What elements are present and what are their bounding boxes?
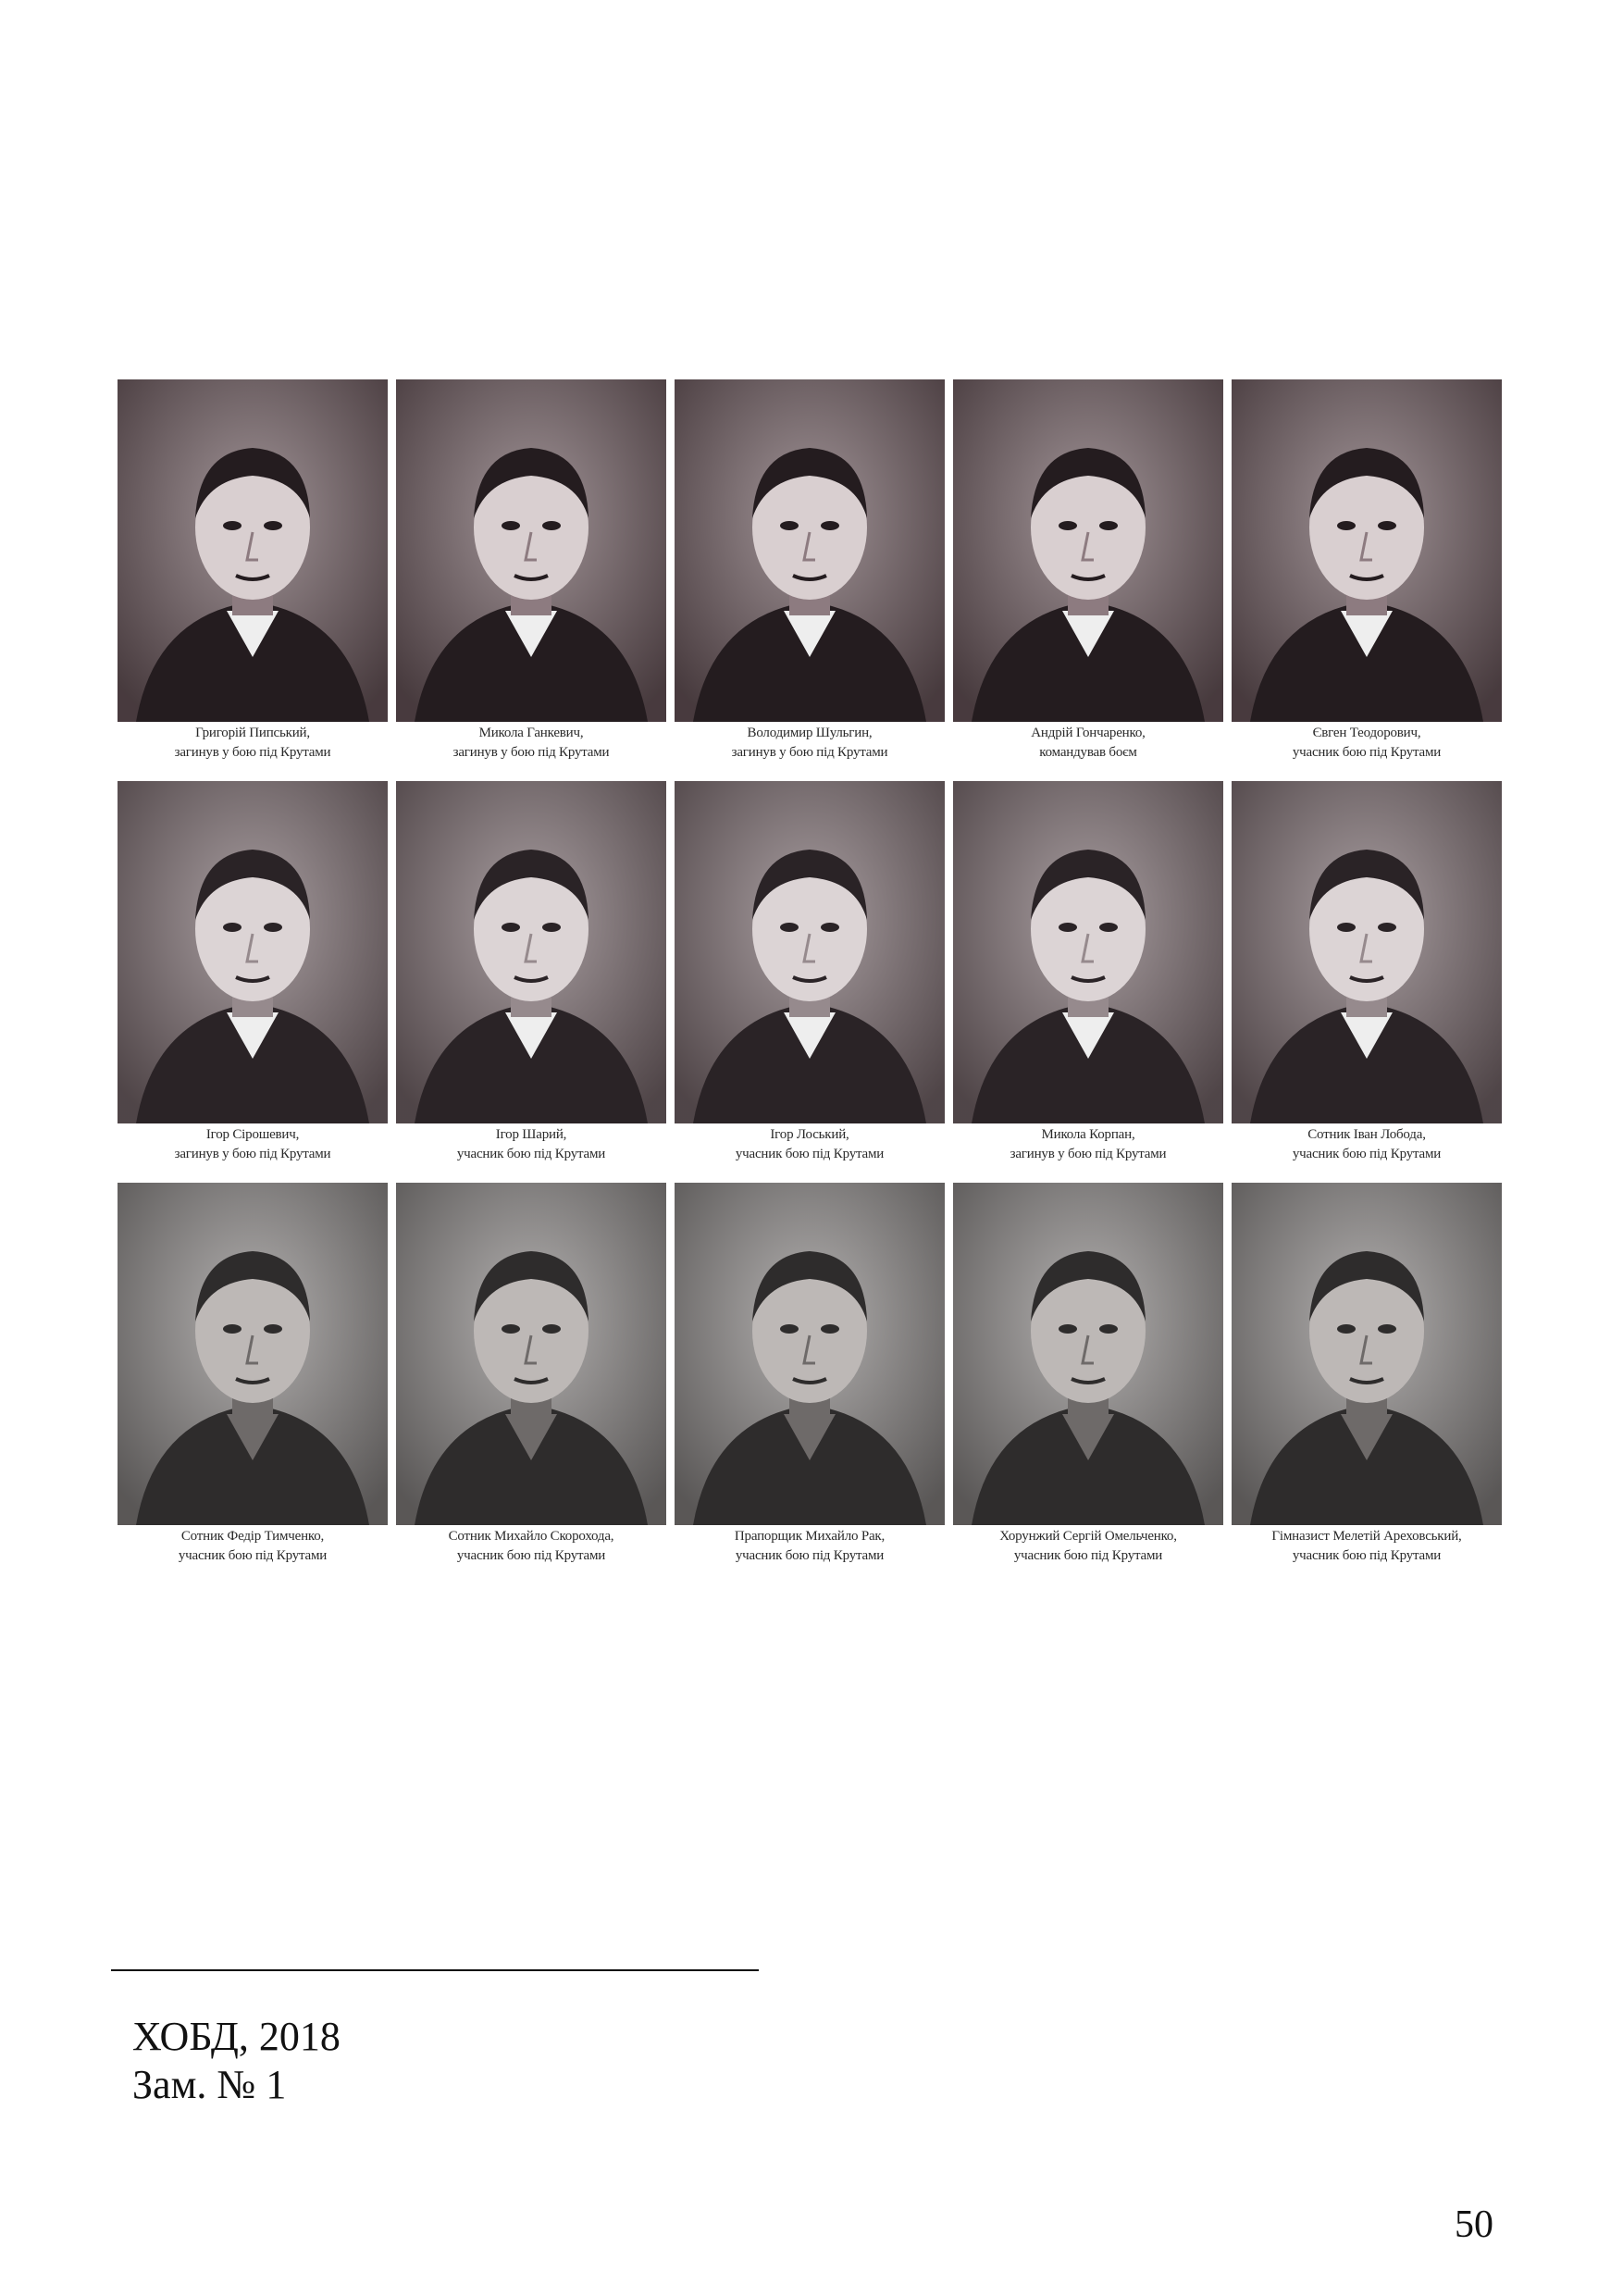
caption-name: Микола Ганкевич, [478, 726, 584, 740]
portrait-photo [396, 781, 666, 1123]
caption-role: учасник бою під Крутами [735, 1548, 885, 1563]
caption-name: Ігор Шарий, [495, 1127, 567, 1142]
portrait-caption [118, 1125, 388, 1168]
caption-name: Сотник Михайло Скорохода, [448, 1529, 614, 1544]
portrait-photo [118, 379, 388, 722]
caption-name: Володимир Шульгин, [747, 726, 873, 740]
portrait-card [675, 781, 945, 1168]
portrait-photo [396, 379, 666, 722]
portrait-card [118, 379, 388, 766]
portrait-caption [396, 1527, 666, 1570]
caption-role: загинув у бою під Крутами [731, 745, 888, 760]
portrait-collage [118, 379, 1502, 1573]
portrait-card [953, 1183, 1223, 1570]
caption-name: Григорій Пипський, [195, 726, 310, 740]
caption-name: Гімназист Мелетій Ареховський, [1271, 1529, 1462, 1544]
portrait-card [1232, 379, 1502, 766]
portrait-photo [953, 379, 1223, 722]
caption-role: учасник бою під Крутами [1292, 1548, 1442, 1563]
caption-role: учасник бою під Крутами [456, 1548, 606, 1563]
caption-role: учасник бою під Крутами [735, 1147, 885, 1161]
portrait-caption [953, 1125, 1223, 1168]
portrait-card [118, 1183, 388, 1570]
portrait-card [396, 379, 666, 766]
portrait-photo [396, 1183, 666, 1525]
portrait-caption [118, 724, 388, 766]
portrait-caption [953, 1527, 1223, 1570]
portrait-photo [1232, 781, 1502, 1123]
caption-role: учасник бою під Крутами [1292, 745, 1442, 760]
caption-name: Прапорщик Михайло Рак, [734, 1529, 886, 1544]
portrait-photo [953, 781, 1223, 1123]
portrait-caption [118, 1527, 388, 1570]
portrait-card [396, 1183, 666, 1570]
portrait-photo [118, 1183, 388, 1525]
caption-role: загинув у бою під Крутами [452, 745, 610, 760]
caption-name: Сотник Іван Лобода, [1307, 1127, 1426, 1142]
caption-role: учасник бою під Крутами [1013, 1548, 1163, 1563]
caption-role: учасник бою під Крутами [456, 1147, 606, 1161]
caption-role: загинув у бою під Крутами [1010, 1147, 1167, 1161]
caption-name: Ігор Сірошевич, [205, 1127, 300, 1142]
caption-name: Ігор Лоський, [770, 1127, 849, 1142]
portrait-caption [675, 1527, 945, 1570]
caption-role: командував боєм [1039, 745, 1137, 760]
portrait-caption [1232, 724, 1502, 766]
portrait-photo [118, 781, 388, 1123]
portrait-caption [1232, 1527, 1502, 1570]
portrait-card [953, 781, 1223, 1168]
caption-name: Микола Корпан, [1041, 1127, 1135, 1142]
portrait-photo [1232, 1183, 1502, 1525]
portrait-card [1232, 781, 1502, 1168]
portrait-photo [675, 379, 945, 722]
publisher-line: ХОБД, 2018 [132, 2014, 341, 2059]
portrait-caption [675, 724, 945, 766]
caption-role: учасник бою під Крутами [1292, 1147, 1442, 1161]
portrait-caption [953, 724, 1223, 766]
portrait-caption [396, 1125, 666, 1168]
portrait-card [675, 379, 945, 766]
portrait-caption [675, 1125, 945, 1168]
portrait-card [118, 781, 388, 1168]
portrait-card [1232, 1183, 1502, 1570]
portrait-photo [675, 781, 945, 1123]
caption-name: Євген Теодорович, [1312, 726, 1421, 740]
caption-role: загинув у бою під Крутами [174, 745, 331, 760]
caption-name: Хорунжий Сергій Омельченко, [999, 1529, 1177, 1544]
order-number-line: Зам. № 1 [132, 2062, 287, 2107]
caption-role: учасник бою під Крутами [178, 1548, 328, 1563]
footnote-rule [111, 1969, 759, 1971]
page-number: 50 [1455, 2203, 1493, 2246]
caption-name: Сотник Федір Тимченко, [180, 1529, 325, 1544]
caption-role: загинув у бою під Крутами [174, 1147, 331, 1161]
portrait-photo [675, 1183, 945, 1525]
portrait-card [953, 379, 1223, 766]
portrait-card [675, 1183, 945, 1570]
portrait-photo [953, 1183, 1223, 1525]
portrait-caption [396, 724, 666, 766]
portrait-caption [1232, 1125, 1502, 1168]
caption-name: Андрій Гончаренко, [1031, 726, 1146, 740]
portrait-card [396, 781, 666, 1168]
portrait-photo [1232, 379, 1502, 722]
